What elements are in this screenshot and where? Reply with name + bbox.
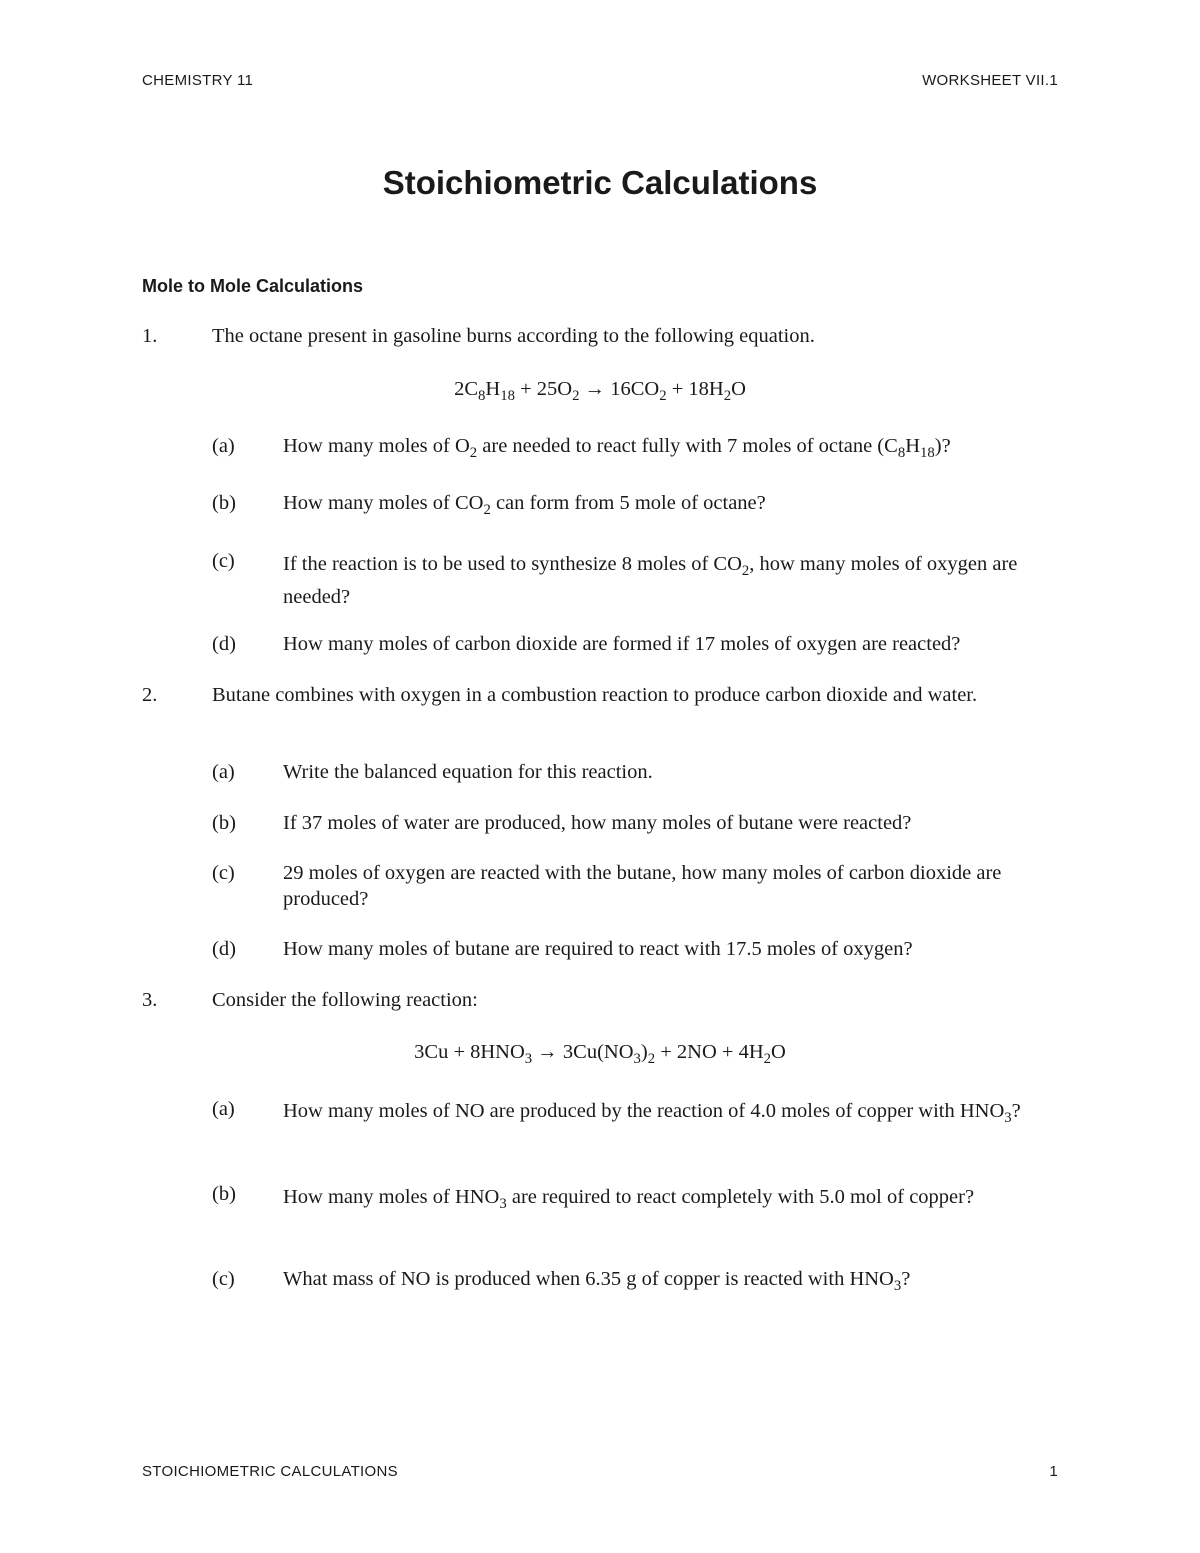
page-number: 1 [1049, 1463, 1058, 1480]
part-text: If the reaction is to be used to synthesize 8 moles of $CO_2$, how many moles of oxygen are needed? [283, 553, 1018, 608]
part-text: How many moles of $O_2$ are needed to react fully with 7 moles of octane $(C_8H_{18})$? [283, 435, 951, 462]
part-text: Write the balanced equation for this reaction. [283, 761, 653, 783]
part-label: (d) [212, 938, 236, 960]
part-label: (b) [212, 1183, 236, 1205]
chemical-equation: $3Cu + 8HNO_3 \to 3Cu(NO_3)_2 + 2NO + 4H_2O$ [414, 1041, 786, 1068]
chemical-equation: $2C_8H_{18} + 25O_2 \to 16CO_2 + 18H_2O$ [454, 378, 746, 405]
part-label: (c) [212, 1268, 235, 1290]
part-text: How many moles of $HNO_3$ are required to react completely with 5.0 mol of copper? [283, 1186, 975, 1213]
part-text: How many moles of butane are required to react with 17.5 moles of oxygen? [283, 938, 913, 960]
part-label: (b) [212, 812, 236, 834]
page-title: Stoichiometric Calculations [382, 164, 818, 201]
part-label: (b) [212, 492, 236, 514]
question-number: 2. [142, 684, 158, 706]
part-label: (a) [212, 761, 235, 783]
page-header-right: WORKSHEET VII.1 [922, 72, 1058, 89]
question-number: 3. [142, 989, 158, 1011]
section-heading: Mole to Mole Calculations [142, 276, 364, 296]
question-text: The octane present in gasoline burns according to the following equation. [212, 325, 815, 347]
page-header-left: CHEMISTRY 11 [142, 72, 254, 89]
question-text: Butane combines with oxygen in a combustion reaction to produce carbon dioxide and water. [212, 684, 978, 706]
part-label: (c) [212, 550, 235, 572]
part-label: (c) [212, 862, 235, 884]
part-text: How many moles of carbon dioxide are formed if 17 moles of oxygen are reacted? [283, 633, 961, 655]
part-text: How many moles of $CO_2$ can form from 5 mole of octane? [283, 492, 766, 519]
part-text: What mass of NO is produced when 6.35 g of copper is reacted with $HNO_3$? [283, 1268, 911, 1295]
part-text: 29 moles of oxygen are reacted with the butane, how many moles of carbon dioxide are produced? [283, 862, 1002, 910]
part-text: How many moles of NO are produced by the reaction of 4.0 moles of copper with $HNO_3$? [283, 1100, 1021, 1127]
part-label: (a) [212, 435, 235, 457]
question-text: Consider the following reaction: [212, 989, 478, 1011]
part-text: If 37 moles of water are produced, how many moles of butane were reacted? [283, 812, 912, 834]
page-footer-left: STOICHIOMETRIC CALCULATIONS [142, 1463, 398, 1480]
part-label: (d) [212, 633, 236, 655]
part-label: (a) [212, 1098, 235, 1120]
question-number: 1. [142, 325, 158, 347]
